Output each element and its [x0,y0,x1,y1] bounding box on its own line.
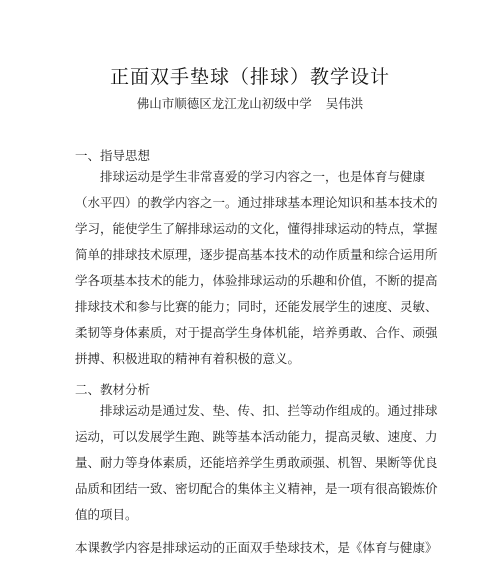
author-byline [0,94,500,112]
paragraph-line: 排球运动是学生非常喜爱的学习内容之一，也是体育与健康 [100,169,426,184]
paragraph-line: 排球技术和参与比赛的能力；同时，还能发展学生的速度、灵敏、 [75,299,438,314]
section-heading-material-analysis: 二、教材分析 [75,382,151,397]
school-name: 佛山市顺德区龙江龙山初级中学 [136,96,312,111]
paragraph-line: 柔韧等身体素质，对于提高学生身体机能，培养勇敢、合作、顽强 [75,325,438,340]
section-paragraph-material-analysis [75,398,438,528]
paragraph-line: 拼搏、积极进取的精神有着积极的意义。 [75,351,301,366]
document-title: 正面双手垫球（排球）教学设计 [109,66,390,88]
paragraph-line: 排球运动是通过发、垫、传、扣、拦等动作组成的。通过排球 [100,403,438,418]
paragraph-line: 值的项目。 [75,507,138,522]
paragraph-line: （水平四）的教学内容之一。通过排球基本理论知识和基本技术的 [75,195,438,210]
paragraph-line: 本课教学内容是排球运动的正面双手垫球技术，是《体育与健康》 [75,540,438,555]
paragraph-line: 学各项基本技术的能力，体验排球运动的乐趣和价值，不断的提高 [75,273,438,288]
paragraph-line: 品质和团结一致、密切配合的集体主义精神，是一项有很高锻炼价 [75,481,438,496]
section-heading-guiding-ideology: 一、指导思想 [75,148,151,163]
section-paragraph-guiding-ideology [75,164,438,372]
paragraph-line: 简单的排球技术原理，逐步提高基本技术的动作质量和综合运用所 [75,247,438,262]
paragraph-line: 运动，可以发展学生跑、跳等基本活动能力，提高灵敏、速度、力 [75,429,438,444]
paragraph-line: 量、耐力等身体素质，还能培养学生勇敢顽强、机智、果断等优良 [75,455,438,470]
author-name: 吴伟洪 [325,96,364,111]
paragraph-line: 学习，能使学生了解排球运动的文化，懂得排球运动的特点，掌握 [75,221,438,236]
cut-off-text-line [75,551,430,565]
